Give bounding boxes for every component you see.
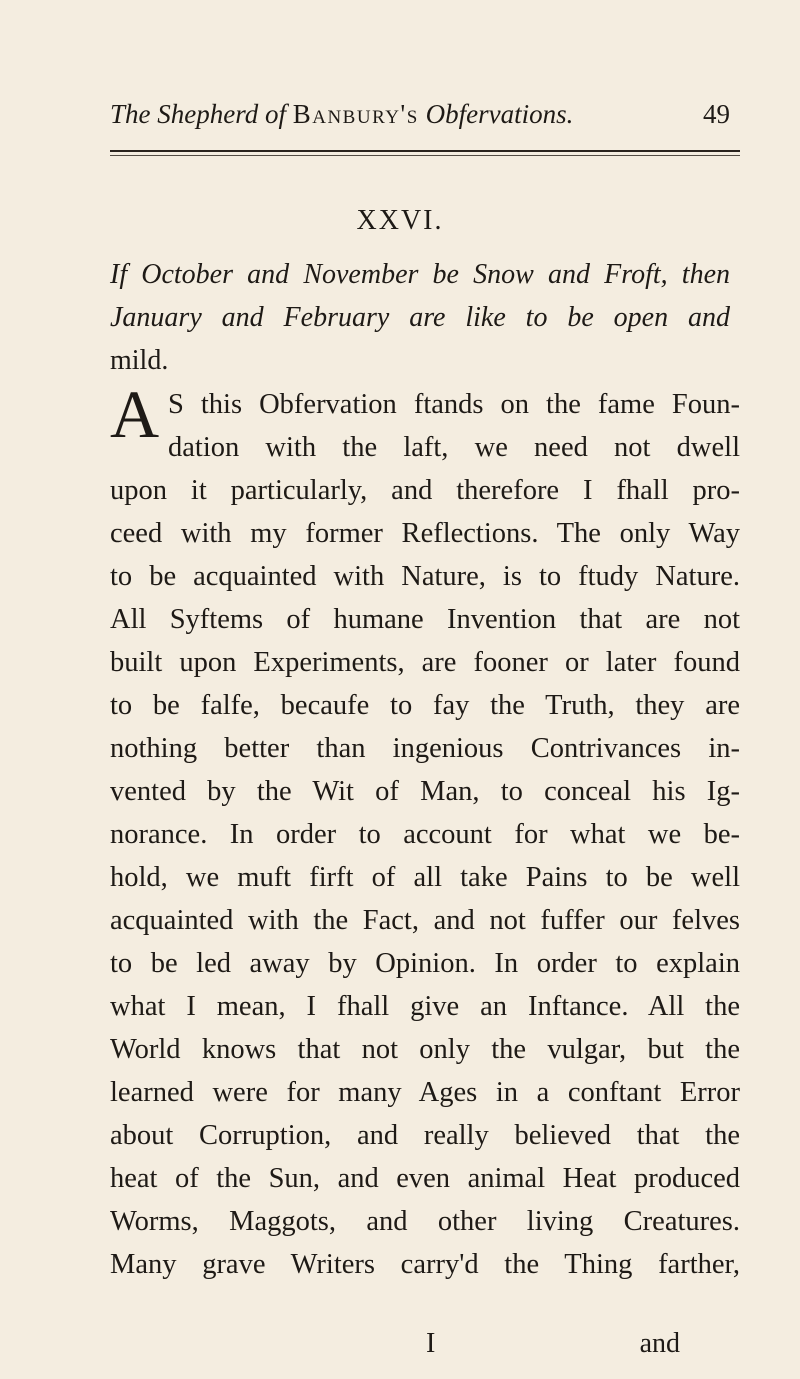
- body-line: to be falfe, becaufe to fay the Truth, they are: [110, 690, 740, 721]
- body-line: dation with the laft, we need not dwell: [168, 432, 740, 463]
- body-line: Worms, Maggots, and other living Creatures.: [110, 1206, 740, 1237]
- proverb-line: If October and November be Snow and Froft, then: [110, 259, 730, 290]
- body-line: Many grave Writers carry'd the Thing farther,: [110, 1249, 740, 1280]
- body-line: about Corruption, and really believed that the: [110, 1120, 740, 1151]
- page-number: 49: [703, 99, 730, 129]
- body-line: S this Obfervation ftands on the fame Foun-: [168, 389, 740, 420]
- running-head-part3: Obfervations.: [418, 99, 574, 129]
- body-line: what I mean, I fhall give an Inftance. All the: [110, 991, 740, 1022]
- body-line: vented by the Wit of Man, to conceal his Ig-: [110, 776, 740, 807]
- proverb-line: January and February are like to be open and: [110, 302, 730, 333]
- page-footer: [110, 1328, 740, 1368]
- body-line: norance. In order to account for what we be-: [110, 819, 740, 850]
- catchword: and: [639, 1328, 680, 1359]
- drop-cap: A: [110, 376, 160, 452]
- running-head-part1: The Shepherd of: [110, 99, 293, 129]
- running-head: [110, 92, 730, 136]
- proverb: [110, 253, 730, 382]
- body-line: World knows that not only the vulgar, but the: [110, 1034, 740, 1065]
- signature-mark: I: [426, 1328, 436, 1359]
- section-heading: XXVI.: [356, 205, 444, 236]
- body-line: All Syftems of humane Invention that are not: [110, 604, 740, 635]
- body-line: acquainted with the Fact, and not fuffer our felves: [110, 905, 740, 936]
- body-text: [110, 383, 740, 1286]
- body-line: upon it particularly, and therefore I fhall pro-: [110, 475, 740, 506]
- body-line: to be acquainted with Nature, is to ftudy Nature.: [110, 561, 740, 592]
- body-line: ceed with my former Reflections. The only Way: [110, 518, 740, 549]
- body-line: built upon Experiments, are fooner or later found: [110, 647, 740, 678]
- body-line: nothing better than ingenious Contrivances in-: [110, 733, 740, 764]
- body-line: heat of the Sun, and even animal Heat produced: [110, 1163, 740, 1194]
- proverb-line: mild.: [110, 345, 169, 376]
- body-line: to be led away by Opinion. In order to explain: [110, 948, 740, 979]
- running-head-part2: Banbury's: [292, 99, 419, 129]
- body-line: learned were for many Ages in a conftant Error: [110, 1077, 740, 1108]
- body-line: hold, we muft firft of all take Pains to be well: [110, 862, 740, 893]
- header-rule-thin: [110, 155, 740, 156]
- header-rule-thick: [110, 150, 740, 152]
